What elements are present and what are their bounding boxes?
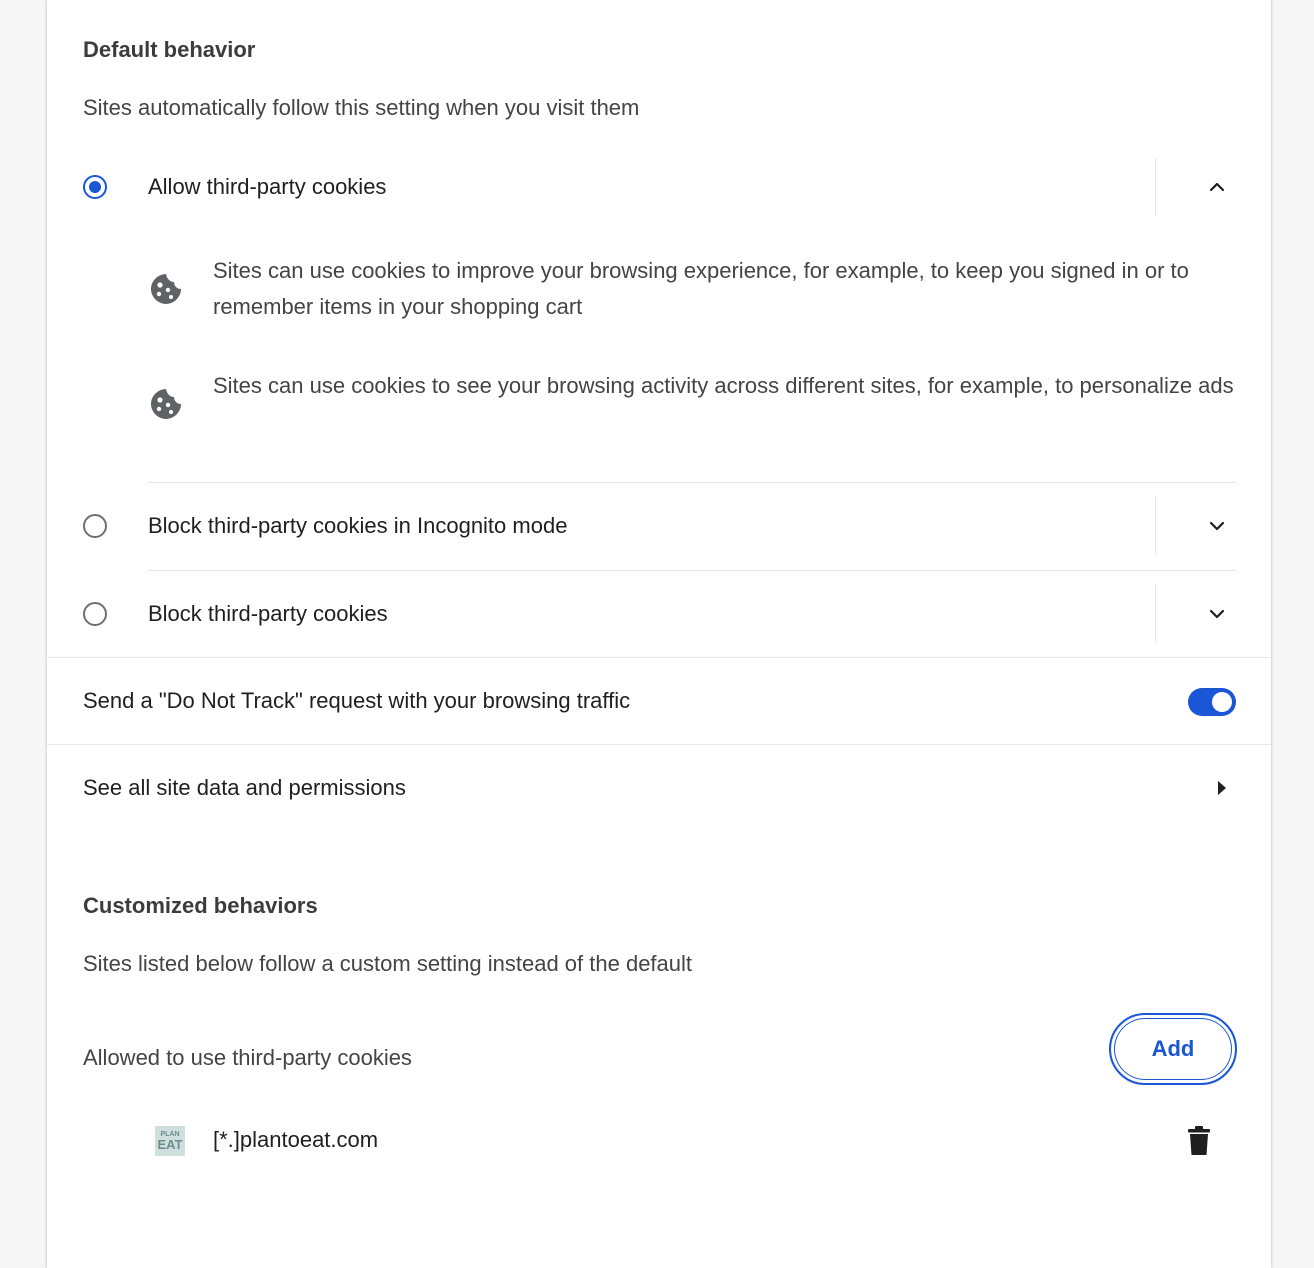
- arrow-right-icon: [1212, 778, 1232, 798]
- chevron-down-icon[interactable]: [1205, 602, 1229, 626]
- divider: [148, 570, 1236, 571]
- block-incognito-radio-button[interactable]: [83, 514, 107, 538]
- do-not-track-label: Send a "Do Not Track" request with your browsing traffic: [83, 688, 631, 713]
- divider: [148, 482, 1236, 483]
- block-radio-button[interactable]: [83, 602, 107, 626]
- customized-behaviors-description: Sites listed below follow a custom setting instead of the default: [83, 951, 693, 976]
- see-all-site-data-label: See all site data and permissions: [83, 775, 406, 800]
- divider: [1155, 497, 1156, 555]
- allow-radio-button[interactable]: [83, 175, 107, 199]
- default-behavior-description: Sites automatically follow this setting when you visit them: [83, 95, 640, 120]
- block-option-label: Block third-party cookies: [148, 601, 388, 626]
- option-block-incognito[interactable]: [47, 497, 1271, 557]
- option-allow-third-party-cookies[interactable]: [47, 158, 1271, 218]
- favicon-bottom-text: EAT: [157, 1137, 183, 1152]
- cookie-icon: [149, 272, 183, 306]
- cookie-benefit-text: Sites can use cookies to improve your browsing experience, for example, to keep you signed in or to remember items in your shopping cart: [213, 258, 1189, 319]
- cookie-tracking-text: Sites can use cookies to see your browsing activity across different sites, for example, to personalize ads: [213, 373, 1234, 398]
- cookie-settings-card: [47, 0, 1271, 1268]
- see-all-site-data-row[interactable]: [47, 745, 1271, 831]
- chevron-up-icon[interactable]: [1205, 175, 1229, 199]
- do-not-track-toggle[interactable]: [1188, 688, 1236, 716]
- add-site-button[interactable]: Add: [1109, 1013, 1237, 1085]
- allowed-list-label: Allowed to use third-party cookies: [83, 1045, 412, 1070]
- do-not-track-row[interactable]: [47, 658, 1271, 744]
- site-domain: [*.]plantoeat.com: [213, 1127, 379, 1152]
- site-favicon: [155, 1126, 185, 1156]
- divider: [1155, 585, 1156, 643]
- chevron-down-icon[interactable]: [1205, 514, 1229, 538]
- allow-option-label: Allow third-party cookies: [148, 174, 387, 199]
- default-behavior-heading: Default behavior: [83, 37, 256, 62]
- customized-behaviors-heading: Customized behaviors: [83, 893, 318, 918]
- site-list-item: [47, 1110, 1271, 1172]
- option-block-third-party-cookies[interactable]: [47, 585, 1271, 645]
- block-incognito-option-label: Block third-party cookies in Incognito mode: [148, 513, 568, 538]
- divider: [1155, 158, 1156, 216]
- cookie-icon: [149, 387, 183, 421]
- favicon-top-text: PLAN: [160, 1131, 180, 1138]
- trash-icon[interactable]: [1185, 1125, 1213, 1157]
